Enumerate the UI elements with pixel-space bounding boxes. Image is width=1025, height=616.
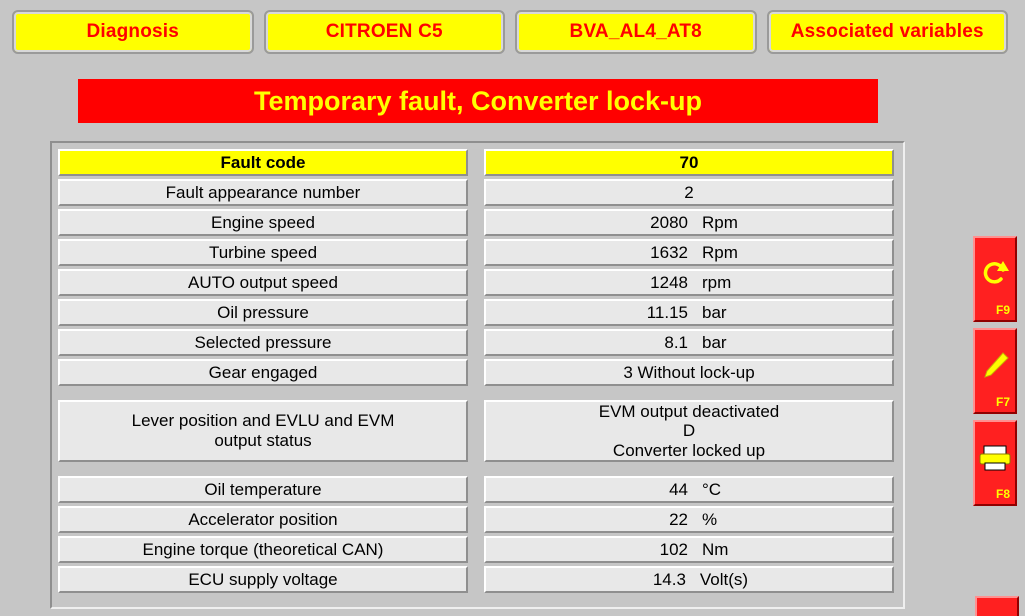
row-label	[58, 179, 468, 206]
table-row	[58, 269, 897, 296]
row-value-number: 2	[684, 182, 694, 202]
row-label-text: ECU supply voltage	[188, 569, 338, 589]
tab-diagnosis-label: Diagnosis	[86, 21, 180, 42]
table-header-row	[58, 149, 897, 176]
table-row	[58, 239, 897, 266]
table-row	[58, 359, 897, 386]
row-value-unit: Rpm	[702, 242, 738, 262]
fkey-f8-label: F8	[995, 487, 1010, 501]
row-value-wrap	[632, 480, 746, 500]
row-label-text: Gear engaged	[208, 362, 318, 382]
fault-code-label-text: Fault code	[220, 152, 306, 172]
row-value-unit: °C	[702, 479, 722, 499]
row-value	[484, 476, 894, 503]
row-label-text: Fault appearance number	[165, 182, 361, 202]
row-label	[58, 209, 468, 236]
tab-associated-variables-label: Associated variables	[790, 21, 984, 42]
row-label	[58, 566, 468, 593]
row-value-unit: Volt(s)	[699, 569, 749, 589]
row-label	[58, 506, 468, 533]
row-value	[484, 299, 894, 326]
row-value-wrap	[632, 333, 746, 353]
refresh-arrow-icon	[975, 246, 1015, 302]
table-row	[58, 536, 897, 563]
lever-status-value-line1: EVM output deactivated	[598, 401, 780, 421]
row-value-number: 102	[659, 539, 688, 559]
row-value	[484, 359, 894, 386]
row-label	[58, 359, 468, 386]
row-label-text: AUTO output speed	[188, 272, 338, 292]
row-value	[484, 506, 894, 533]
row-value-number: 1248	[650, 272, 688, 292]
row-label-text: Selected pressure	[194, 332, 332, 352]
row-label	[58, 476, 468, 503]
fkey-f8-button[interactable]	[973, 420, 1017, 506]
lever-status-value	[484, 400, 894, 462]
tab-vehicle[interactable]	[264, 10, 506, 54]
row-value	[484, 179, 894, 206]
table-row	[58, 566, 897, 593]
print-icon	[975, 430, 1015, 486]
row-value-number: 44	[669, 479, 688, 499]
row-value-wrap	[632, 510, 746, 530]
fkey-partial-button[interactable]	[975, 596, 1019, 616]
fault-data-panel	[50, 141, 905, 609]
table-row	[58, 179, 897, 206]
row-label	[58, 536, 468, 563]
lever-status-value-line2: D	[682, 421, 696, 441]
fkey-f9-button[interactable]	[973, 236, 1017, 322]
top-tab-bar	[12, 10, 1008, 54]
row-label-text: Engine speed	[211, 212, 315, 232]
row-value-unit: bar	[702, 302, 727, 322]
fault-code-label	[58, 149, 468, 176]
tab-ecu[interactable]	[515, 10, 757, 54]
table-row-lever-status	[58, 400, 897, 462]
row-value-number: 11.15	[646, 302, 688, 322]
fault-title-banner	[78, 79, 878, 123]
row-label-text: Turbine speed	[208, 242, 318, 262]
row-value-wrap	[632, 243, 746, 263]
row-value-wrap	[632, 273, 746, 293]
tab-associated-variables[interactable]	[767, 10, 1009, 54]
table-row	[58, 506, 897, 533]
row-label-text: Oil temperature	[204, 479, 322, 499]
lever-status-value-line3: Converter locked up	[612, 440, 766, 460]
row-value	[484, 329, 894, 356]
tab-vehicle-label: CITROEN C5	[325, 21, 443, 42]
row-value-text: 3 Without lock-up	[623, 362, 755, 382]
row-label	[58, 299, 468, 326]
table-row	[58, 209, 897, 236]
pencil-icon	[975, 338, 1015, 394]
table-row	[58, 299, 897, 326]
fault-code-value	[484, 149, 894, 176]
row-value-unit: bar	[702, 332, 727, 352]
row-value	[484, 566, 894, 593]
row-label	[58, 269, 468, 296]
row-value-wrap	[632, 540, 746, 560]
row-label	[58, 239, 468, 266]
row-value-number: 14.3	[652, 569, 686, 589]
lever-status-label-line2: output status	[214, 431, 312, 450]
row-value	[484, 269, 894, 296]
row-value-number: 2080	[650, 212, 688, 232]
tab-diagnosis[interactable]	[12, 10, 254, 54]
fkey-f7-button[interactable]	[973, 328, 1017, 414]
section-spacer	[58, 465, 897, 473]
row-value-wrap	[632, 303, 746, 323]
row-value-unit: Rpm	[702, 212, 738, 232]
row-value	[484, 209, 894, 236]
fault-code-value-text: 70	[679, 152, 699, 172]
row-label	[58, 329, 468, 356]
row-value-wrap	[684, 183, 693, 203]
fault-title-text: Temporary fault, Converter lock-up	[253, 85, 703, 116]
row-value-number: 22	[669, 509, 688, 529]
row-value	[484, 239, 894, 266]
row-value	[484, 536, 894, 563]
row-value-number: 1632	[650, 242, 688, 262]
table-row	[58, 476, 897, 503]
lever-status-label	[58, 400, 468, 462]
row-value-number: 8.1	[664, 332, 688, 352]
row-value-unit: rpm	[702, 272, 732, 292]
function-key-bar	[973, 236, 1019, 506]
row-value-wrap	[630, 570, 748, 590]
row-value-unit: Nm	[702, 539, 729, 559]
fault-data-table	[58, 149, 897, 593]
fkey-f7-label: F7	[995, 395, 1010, 409]
row-value-wrap	[632, 213, 746, 233]
fkey-f9-label: F9	[995, 303, 1010, 317]
table-row	[58, 329, 897, 356]
row-label-text: Oil pressure	[217, 302, 309, 322]
row-label-text: Engine torque (theoretical CAN)	[142, 539, 384, 559]
row-label-text: Accelerator position	[188, 509, 338, 529]
tab-ecu-label: BVA_AL4_AT8	[569, 21, 702, 42]
row-value-unit: %	[702, 509, 718, 529]
lever-status-label-line1: Lever position and EVLU and EVM	[131, 411, 395, 431]
section-spacer	[58, 389, 897, 397]
